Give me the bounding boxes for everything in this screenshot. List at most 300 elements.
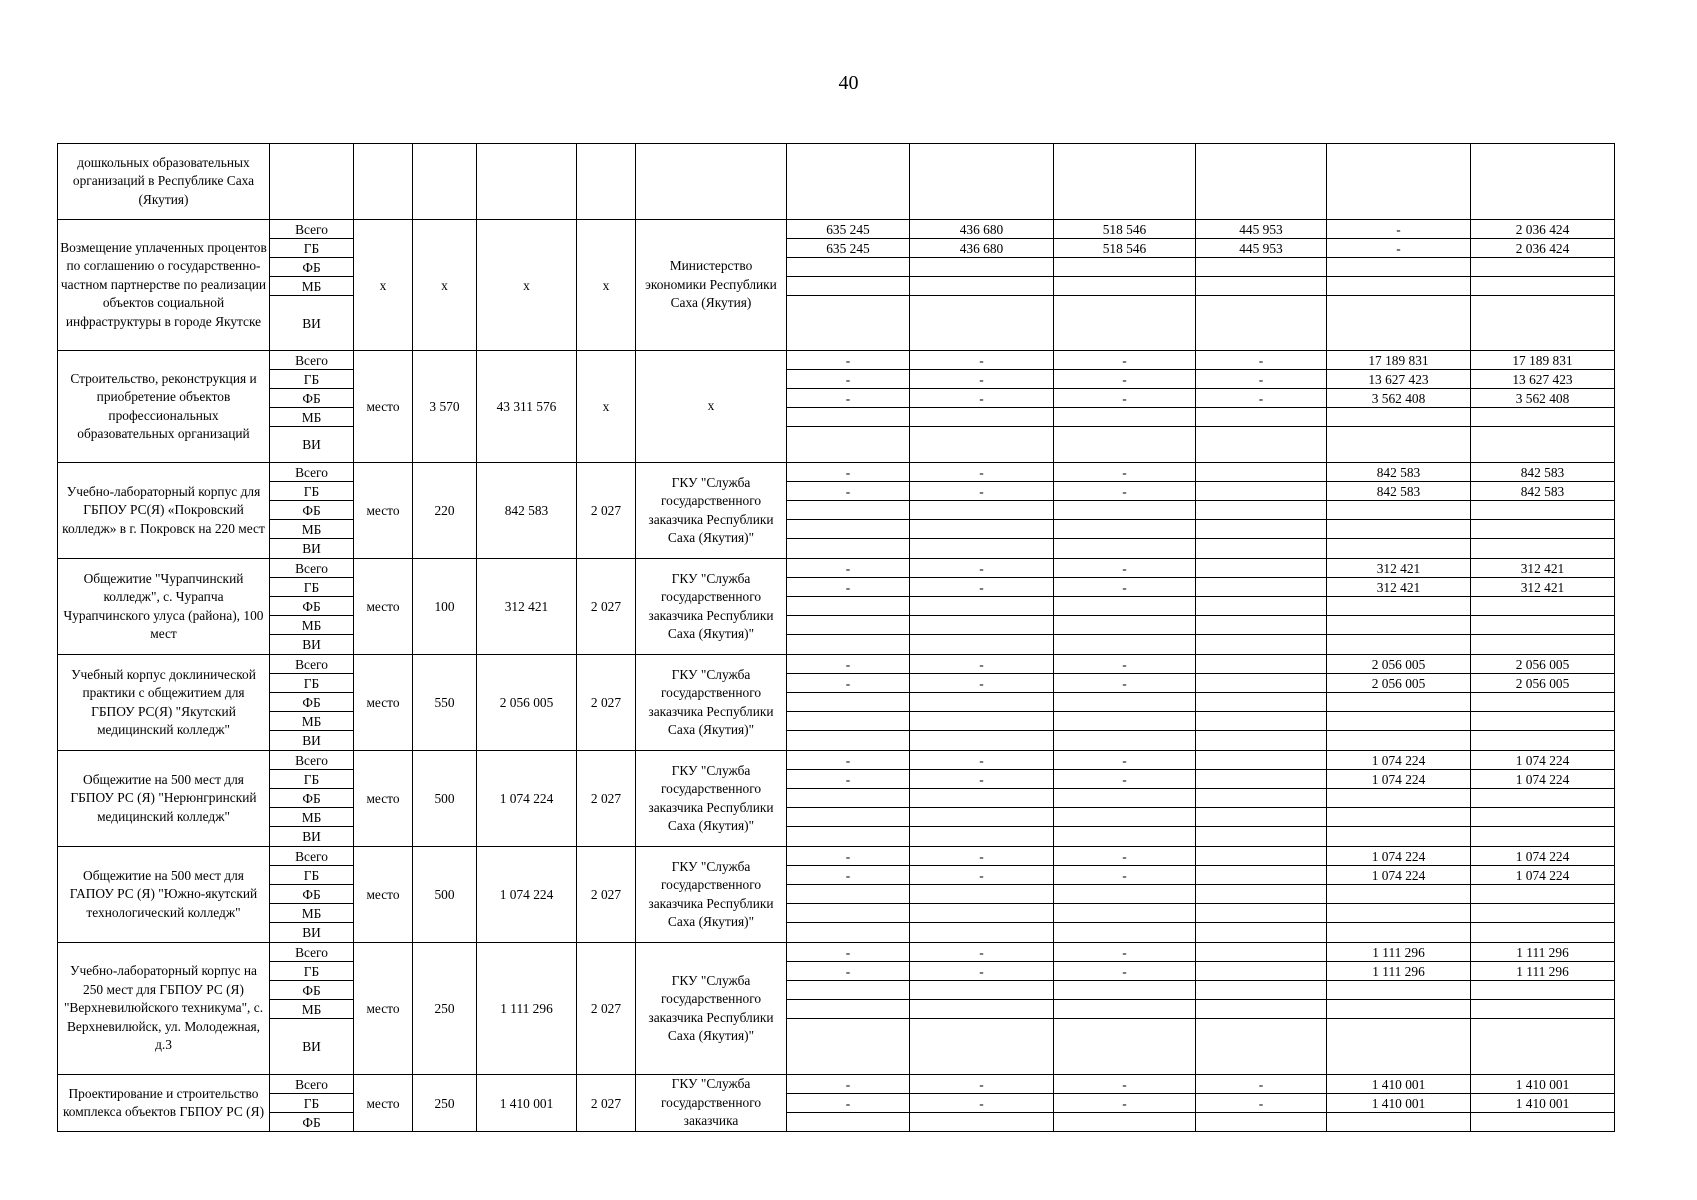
value-cell: -	[910, 943, 1054, 962]
capacity-cell: 250	[413, 1075, 477, 1132]
value-cell	[1196, 962, 1327, 981]
value-cell	[910, 693, 1054, 712]
value-cell	[1471, 427, 1615, 463]
value-cell: 842 583	[1327, 482, 1471, 501]
value-cell: -	[787, 559, 910, 578]
table-row	[58, 1094, 1615, 1113]
value-cell: 445 953	[1196, 220, 1327, 239]
value-cell: -	[787, 482, 910, 501]
table-row	[58, 1075, 1615, 1094]
value-cell	[910, 520, 1054, 539]
funding-source-cell: МБ	[270, 277, 354, 296]
value-cell	[1327, 597, 1471, 616]
customer-cell	[636, 144, 787, 220]
value-cell	[1196, 923, 1327, 943]
value-cell	[910, 539, 1054, 559]
unit-cell	[354, 144, 413, 220]
value-cell	[1196, 770, 1327, 789]
value-cell	[1471, 597, 1615, 616]
value-cell: -	[1054, 962, 1196, 981]
customer-cell: ГКУ "Служба государственного заказчика Республики Саха (Якутия)"	[636, 559, 787, 655]
value-cell: 312 421	[1471, 578, 1615, 597]
value-cell: -	[1196, 351, 1327, 370]
table-row	[58, 389, 1615, 408]
value-cell	[1196, 296, 1327, 351]
value-cell	[1327, 904, 1471, 923]
table-row	[58, 1000, 1615, 1019]
value-cell	[1054, 520, 1196, 539]
customer-cell: ГКУ "Служба государственного заказчика Республики Саха (Якутия)"	[636, 943, 787, 1075]
value-cell	[787, 1113, 910, 1132]
value-cell	[1471, 827, 1615, 847]
value-cell	[1471, 731, 1615, 751]
funding-source-cell: ФБ	[270, 501, 354, 520]
page-number: 40	[838, 72, 859, 94]
value-cell: 1 410 001	[1471, 1094, 1615, 1113]
value-cell	[1471, 808, 1615, 827]
value-cell: 518 546	[1054, 239, 1196, 258]
value-cell: -	[910, 847, 1054, 866]
value-cell: 842 583	[1471, 482, 1615, 501]
table-row	[58, 520, 1615, 539]
value-cell: -	[787, 1075, 910, 1094]
object-name-cell: Проектирование и строительство комплекса объектов ГБПОУ РС (Я)	[58, 1075, 270, 1132]
year-cell: 2 027	[577, 1075, 636, 1132]
value-cell: 312 421	[1327, 559, 1471, 578]
value-cell: 2 056 005	[1471, 674, 1615, 693]
value-cell	[1196, 885, 1327, 904]
value-cell	[1196, 408, 1327, 427]
funding-source-cell: ВИ	[270, 1019, 354, 1075]
value-cell: -	[787, 389, 910, 408]
value-cell	[1327, 408, 1471, 427]
value-cell: -	[910, 482, 1054, 501]
value-cell: -	[1054, 1094, 1196, 1113]
value-cell	[910, 923, 1054, 943]
funding-source-cell: ВИ	[270, 827, 354, 847]
value-cell: -	[1054, 559, 1196, 578]
value-cell	[1196, 981, 1327, 1000]
table-row	[58, 1019, 1615, 1075]
value-cell	[1327, 827, 1471, 847]
value-cell: -	[910, 578, 1054, 597]
value-cell	[1054, 597, 1196, 616]
value-cell: -	[910, 1075, 1054, 1094]
capacity-cell	[413, 144, 477, 220]
value-cell: -	[1054, 463, 1196, 482]
value-cell	[910, 904, 1054, 923]
table-row	[58, 712, 1615, 731]
value-cell: 3 562 408	[1471, 389, 1615, 408]
value-cell	[787, 885, 910, 904]
unit-cell: место	[354, 1075, 413, 1132]
value-cell	[1054, 1019, 1196, 1075]
table-row	[58, 885, 1615, 904]
year-cell: 2 027	[577, 463, 636, 559]
value-cell	[910, 427, 1054, 463]
value-cell	[1196, 635, 1327, 655]
capacity-cell: 550	[413, 655, 477, 751]
value-cell: 1 074 224	[1471, 866, 1615, 885]
value-cell: -	[910, 1094, 1054, 1113]
value-cell: -	[1054, 770, 1196, 789]
table-row	[58, 827, 1615, 847]
value-cell: 445 953	[1196, 239, 1327, 258]
value-cell: -	[1327, 220, 1471, 239]
value-cell	[1054, 635, 1196, 655]
value-cell	[1196, 501, 1327, 520]
value-cell: -	[910, 389, 1054, 408]
value-cell	[1471, 616, 1615, 635]
value-cell	[1327, 501, 1471, 520]
table-row	[58, 943, 1615, 962]
value-cell	[1327, 1019, 1471, 1075]
value-cell	[1327, 885, 1471, 904]
value-cell	[1054, 408, 1196, 427]
table-row	[58, 904, 1615, 923]
table-row	[58, 981, 1615, 1000]
value-cell	[787, 408, 910, 427]
value-cell	[1196, 539, 1327, 559]
value-cell	[1196, 616, 1327, 635]
value-cell	[1054, 885, 1196, 904]
value-cell	[1054, 258, 1196, 277]
value-cell	[910, 616, 1054, 635]
unit-cell: место	[354, 943, 413, 1075]
value-cell	[910, 885, 1054, 904]
value-cell	[787, 277, 910, 296]
year-cell: 2 027	[577, 943, 636, 1075]
value-cell	[1327, 693, 1471, 712]
table-row	[58, 370, 1615, 389]
value-cell: 1 074 224	[1471, 770, 1615, 789]
value-cell	[787, 520, 910, 539]
value-cell	[1196, 482, 1327, 501]
unit-cell: х	[354, 220, 413, 351]
value-cell	[910, 501, 1054, 520]
value-cell	[1471, 296, 1615, 351]
table-row	[58, 427, 1615, 463]
value-cell	[910, 408, 1054, 427]
value-cell	[1327, 258, 1471, 277]
object-name-cell: Общежитие "Чурапчинский колледж", с. Чурапча Чурапчинского улуса (района), 100 мест	[58, 559, 270, 655]
value-cell	[1196, 904, 1327, 923]
value-cell	[1327, 539, 1471, 559]
value-cell: -	[910, 559, 1054, 578]
funding-source-cell: Всего	[270, 1075, 354, 1094]
value-cell	[1471, 501, 1615, 520]
table-row	[58, 731, 1615, 751]
table-row	[58, 847, 1615, 866]
value-cell	[1327, 635, 1471, 655]
customer-cell: Министерство экономики Республики Саха (Якутия)	[636, 220, 787, 351]
funding-source-cell: ГБ	[270, 770, 354, 789]
value-cell	[1054, 277, 1196, 296]
value-cell	[1054, 712, 1196, 731]
value-cell	[1471, 635, 1615, 655]
year-cell	[577, 144, 636, 220]
value-cell: 1 111 296	[1327, 943, 1471, 962]
value-cell	[787, 616, 910, 635]
value-cell: -	[1196, 1075, 1327, 1094]
funding-source-cell: ВИ	[270, 923, 354, 943]
cost-cell: х	[477, 220, 577, 351]
table-row	[58, 770, 1615, 789]
value-cell	[1196, 751, 1327, 770]
value-cell	[787, 904, 910, 923]
customer-cell: х	[636, 351, 787, 463]
funding-source-cell: ФБ	[270, 789, 354, 808]
unit-cell: место	[354, 463, 413, 559]
value-cell: -	[1054, 674, 1196, 693]
capacity-cell: х	[413, 220, 477, 351]
value-cell: -	[787, 770, 910, 789]
value-cell	[1054, 427, 1196, 463]
value-cell: -	[1196, 1094, 1327, 1113]
cost-cell: 2 056 005	[477, 655, 577, 751]
value-cell: 2 056 005	[1327, 655, 1471, 674]
value-cell	[1196, 943, 1327, 962]
value-cell	[1471, 1019, 1615, 1075]
value-cell: 2 056 005	[1327, 674, 1471, 693]
table-row	[58, 923, 1615, 943]
table-row	[58, 351, 1615, 370]
value-cell	[787, 258, 910, 277]
value-cell	[1196, 1113, 1327, 1132]
funding-source-cell: МБ	[270, 1000, 354, 1019]
funding-source-cell: ГБ	[270, 370, 354, 389]
value-cell: -	[910, 655, 1054, 674]
value-cell	[1471, 923, 1615, 943]
value-cell	[1327, 712, 1471, 731]
unit-cell: место	[354, 751, 413, 847]
value-cell	[1054, 144, 1196, 220]
funding-source-cell: Всего	[270, 559, 354, 578]
value-cell: 312 421	[1327, 578, 1471, 597]
value-cell: -	[1054, 351, 1196, 370]
cost-cell: 43 311 576	[477, 351, 577, 463]
value-cell: -	[1054, 482, 1196, 501]
value-cell: 1 410 001	[1327, 1075, 1471, 1094]
cost-cell	[477, 144, 577, 220]
value-cell	[1471, 539, 1615, 559]
value-cell	[1196, 789, 1327, 808]
object-name-cell: Возмещение уплаченных процентов по соглашению о государственно-частном партнерстве по реализации объектов социальной инфраструктуры в городе Якутске	[58, 220, 270, 351]
funding-source-cell: ФБ	[270, 981, 354, 1000]
value-cell: -	[787, 943, 910, 962]
table-row	[58, 674, 1615, 693]
value-cell	[1196, 1019, 1327, 1075]
funding-source-cell: ВИ	[270, 635, 354, 655]
object-name-cell: дошкольных образовательных организаций в Республике Саха (Якутия)	[58, 144, 270, 220]
value-cell	[1196, 693, 1327, 712]
value-cell	[1196, 674, 1327, 693]
capacity-cell: 500	[413, 751, 477, 847]
year-cell: х	[577, 351, 636, 463]
value-cell	[1471, 144, 1615, 220]
value-cell	[1471, 712, 1615, 731]
funding-source-cell: ФБ	[270, 258, 354, 277]
value-cell: -	[910, 674, 1054, 693]
funding-source-cell: Всего	[270, 655, 354, 674]
funding-source-cell: МБ	[270, 712, 354, 731]
value-cell	[910, 144, 1054, 220]
value-cell	[1054, 539, 1196, 559]
table-row	[58, 277, 1615, 296]
value-cell	[787, 808, 910, 827]
value-cell	[1054, 731, 1196, 751]
value-cell: 1 410 001	[1471, 1075, 1615, 1094]
value-cell	[1196, 827, 1327, 847]
value-cell	[910, 827, 1054, 847]
value-cell	[1327, 789, 1471, 808]
value-cell	[1327, 923, 1471, 943]
value-cell	[910, 296, 1054, 351]
value-cell: -	[910, 351, 1054, 370]
value-cell	[910, 635, 1054, 655]
funding-source-cell: МБ	[270, 616, 354, 635]
table-row	[58, 751, 1615, 770]
table-row	[58, 239, 1615, 258]
value-cell	[910, 789, 1054, 808]
cost-cell: 1 111 296	[477, 943, 577, 1075]
value-cell	[910, 1000, 1054, 1019]
value-cell	[1471, 885, 1615, 904]
value-cell: -	[1054, 578, 1196, 597]
funding-source-cell: Всего	[270, 847, 354, 866]
value-cell	[1196, 258, 1327, 277]
customer-cell: ГКУ "Служба государственного заказчика	[636, 1075, 787, 1132]
value-cell	[787, 597, 910, 616]
value-cell	[910, 597, 1054, 616]
cost-cell: 1 074 224	[477, 751, 577, 847]
object-name-cell: Учебно-лабораторный корпус на 250 мест для ГБПОУ РС (Я) "Верхневилюйского техникума", с. Верхневилюйск, ул. Молодежная, д.3	[58, 943, 270, 1075]
table-row	[58, 578, 1615, 597]
value-cell	[787, 981, 910, 1000]
year-cell: 2 027	[577, 751, 636, 847]
value-cell	[1196, 463, 1327, 482]
funding-source-cell: ФБ	[270, 885, 354, 904]
value-cell: 635 245	[787, 239, 910, 258]
value-cell: -	[910, 866, 1054, 885]
value-cell	[1471, 1113, 1615, 1132]
value-cell	[1471, 904, 1615, 923]
value-cell: 842 583	[1327, 463, 1471, 482]
value-cell	[1327, 731, 1471, 751]
value-cell: -	[787, 351, 910, 370]
value-cell: -	[910, 370, 1054, 389]
table-row	[58, 1113, 1615, 1132]
value-cell	[787, 712, 910, 731]
value-cell: -	[1054, 943, 1196, 962]
value-cell	[1054, 981, 1196, 1000]
capacity-cell: 500	[413, 847, 477, 943]
value-cell: 1 111 296	[1471, 943, 1615, 962]
funding-source-cell: МБ	[270, 408, 354, 427]
unit-cell: место	[354, 655, 413, 751]
value-cell: -	[787, 370, 910, 389]
value-cell: -	[787, 847, 910, 866]
cost-cell: 842 583	[477, 463, 577, 559]
table-row	[58, 501, 1615, 520]
table-row	[58, 559, 1615, 578]
value-cell: 635 245	[787, 220, 910, 239]
value-cell	[910, 1019, 1054, 1075]
value-cell	[1196, 866, 1327, 885]
value-cell: 1 074 224	[1327, 847, 1471, 866]
value-cell: 436 680	[910, 220, 1054, 239]
value-cell	[1327, 808, 1471, 827]
value-cell	[787, 693, 910, 712]
funding-source-cell: ФБ	[270, 693, 354, 712]
value-cell: -	[787, 751, 910, 770]
value-cell: 1 074 224	[1471, 751, 1615, 770]
value-cell	[787, 539, 910, 559]
value-cell	[910, 808, 1054, 827]
value-cell	[1054, 1113, 1196, 1132]
funding-source-cell: Всего	[270, 751, 354, 770]
value-cell	[910, 1113, 1054, 1132]
object-name-cell: Строительство, реконструкция и приобретение объектов профессиональных образовательных организаций	[58, 351, 270, 463]
value-cell	[787, 296, 910, 351]
funding-source-cell: ГБ	[270, 239, 354, 258]
value-cell	[787, 789, 910, 808]
value-cell	[1471, 1000, 1615, 1019]
value-cell	[1196, 277, 1327, 296]
value-cell: -	[1054, 389, 1196, 408]
value-cell	[1054, 1000, 1196, 1019]
table-row	[58, 408, 1615, 427]
value-cell	[910, 258, 1054, 277]
cost-cell: 1 410 001	[477, 1075, 577, 1132]
value-cell	[787, 635, 910, 655]
funding-source-cell: МБ	[270, 904, 354, 923]
funding-source-cell: ВИ	[270, 427, 354, 463]
value-cell	[1471, 520, 1615, 539]
value-cell: -	[1196, 389, 1327, 408]
value-cell: -	[787, 866, 910, 885]
value-cell: 2 036 424	[1471, 220, 1615, 239]
value-cell: 1 074 224	[1327, 770, 1471, 789]
value-cell	[1054, 616, 1196, 635]
funding-source-cell: МБ	[270, 808, 354, 827]
value-cell: -	[1054, 866, 1196, 885]
value-cell: 1 074 224	[1327, 866, 1471, 885]
value-cell	[910, 981, 1054, 1000]
value-cell	[1196, 559, 1327, 578]
funding-source-cell: Всего	[270, 943, 354, 962]
value-cell: 1 111 296	[1471, 962, 1615, 981]
value-cell: 1 074 224	[1471, 847, 1615, 866]
value-cell: 17 189 831	[1471, 351, 1615, 370]
value-cell	[787, 144, 910, 220]
table-row	[58, 789, 1615, 808]
table-row	[58, 655, 1615, 674]
unit-cell: место	[354, 847, 413, 943]
value-cell	[1196, 655, 1327, 674]
value-cell: 1 410 001	[1327, 1094, 1471, 1113]
value-cell: 312 421	[1471, 559, 1615, 578]
funding-source-cell: Всего	[270, 220, 354, 239]
value-cell	[1054, 501, 1196, 520]
value-cell: -	[910, 770, 1054, 789]
value-cell	[1196, 731, 1327, 751]
table-row	[58, 220, 1615, 239]
year-cell: 2 027	[577, 847, 636, 943]
customer-cell: ГКУ "Служба государственного заказчика Республики Саха (Якутия)"	[636, 655, 787, 751]
capacity-cell: 250	[413, 943, 477, 1075]
value-cell: -	[787, 1094, 910, 1113]
